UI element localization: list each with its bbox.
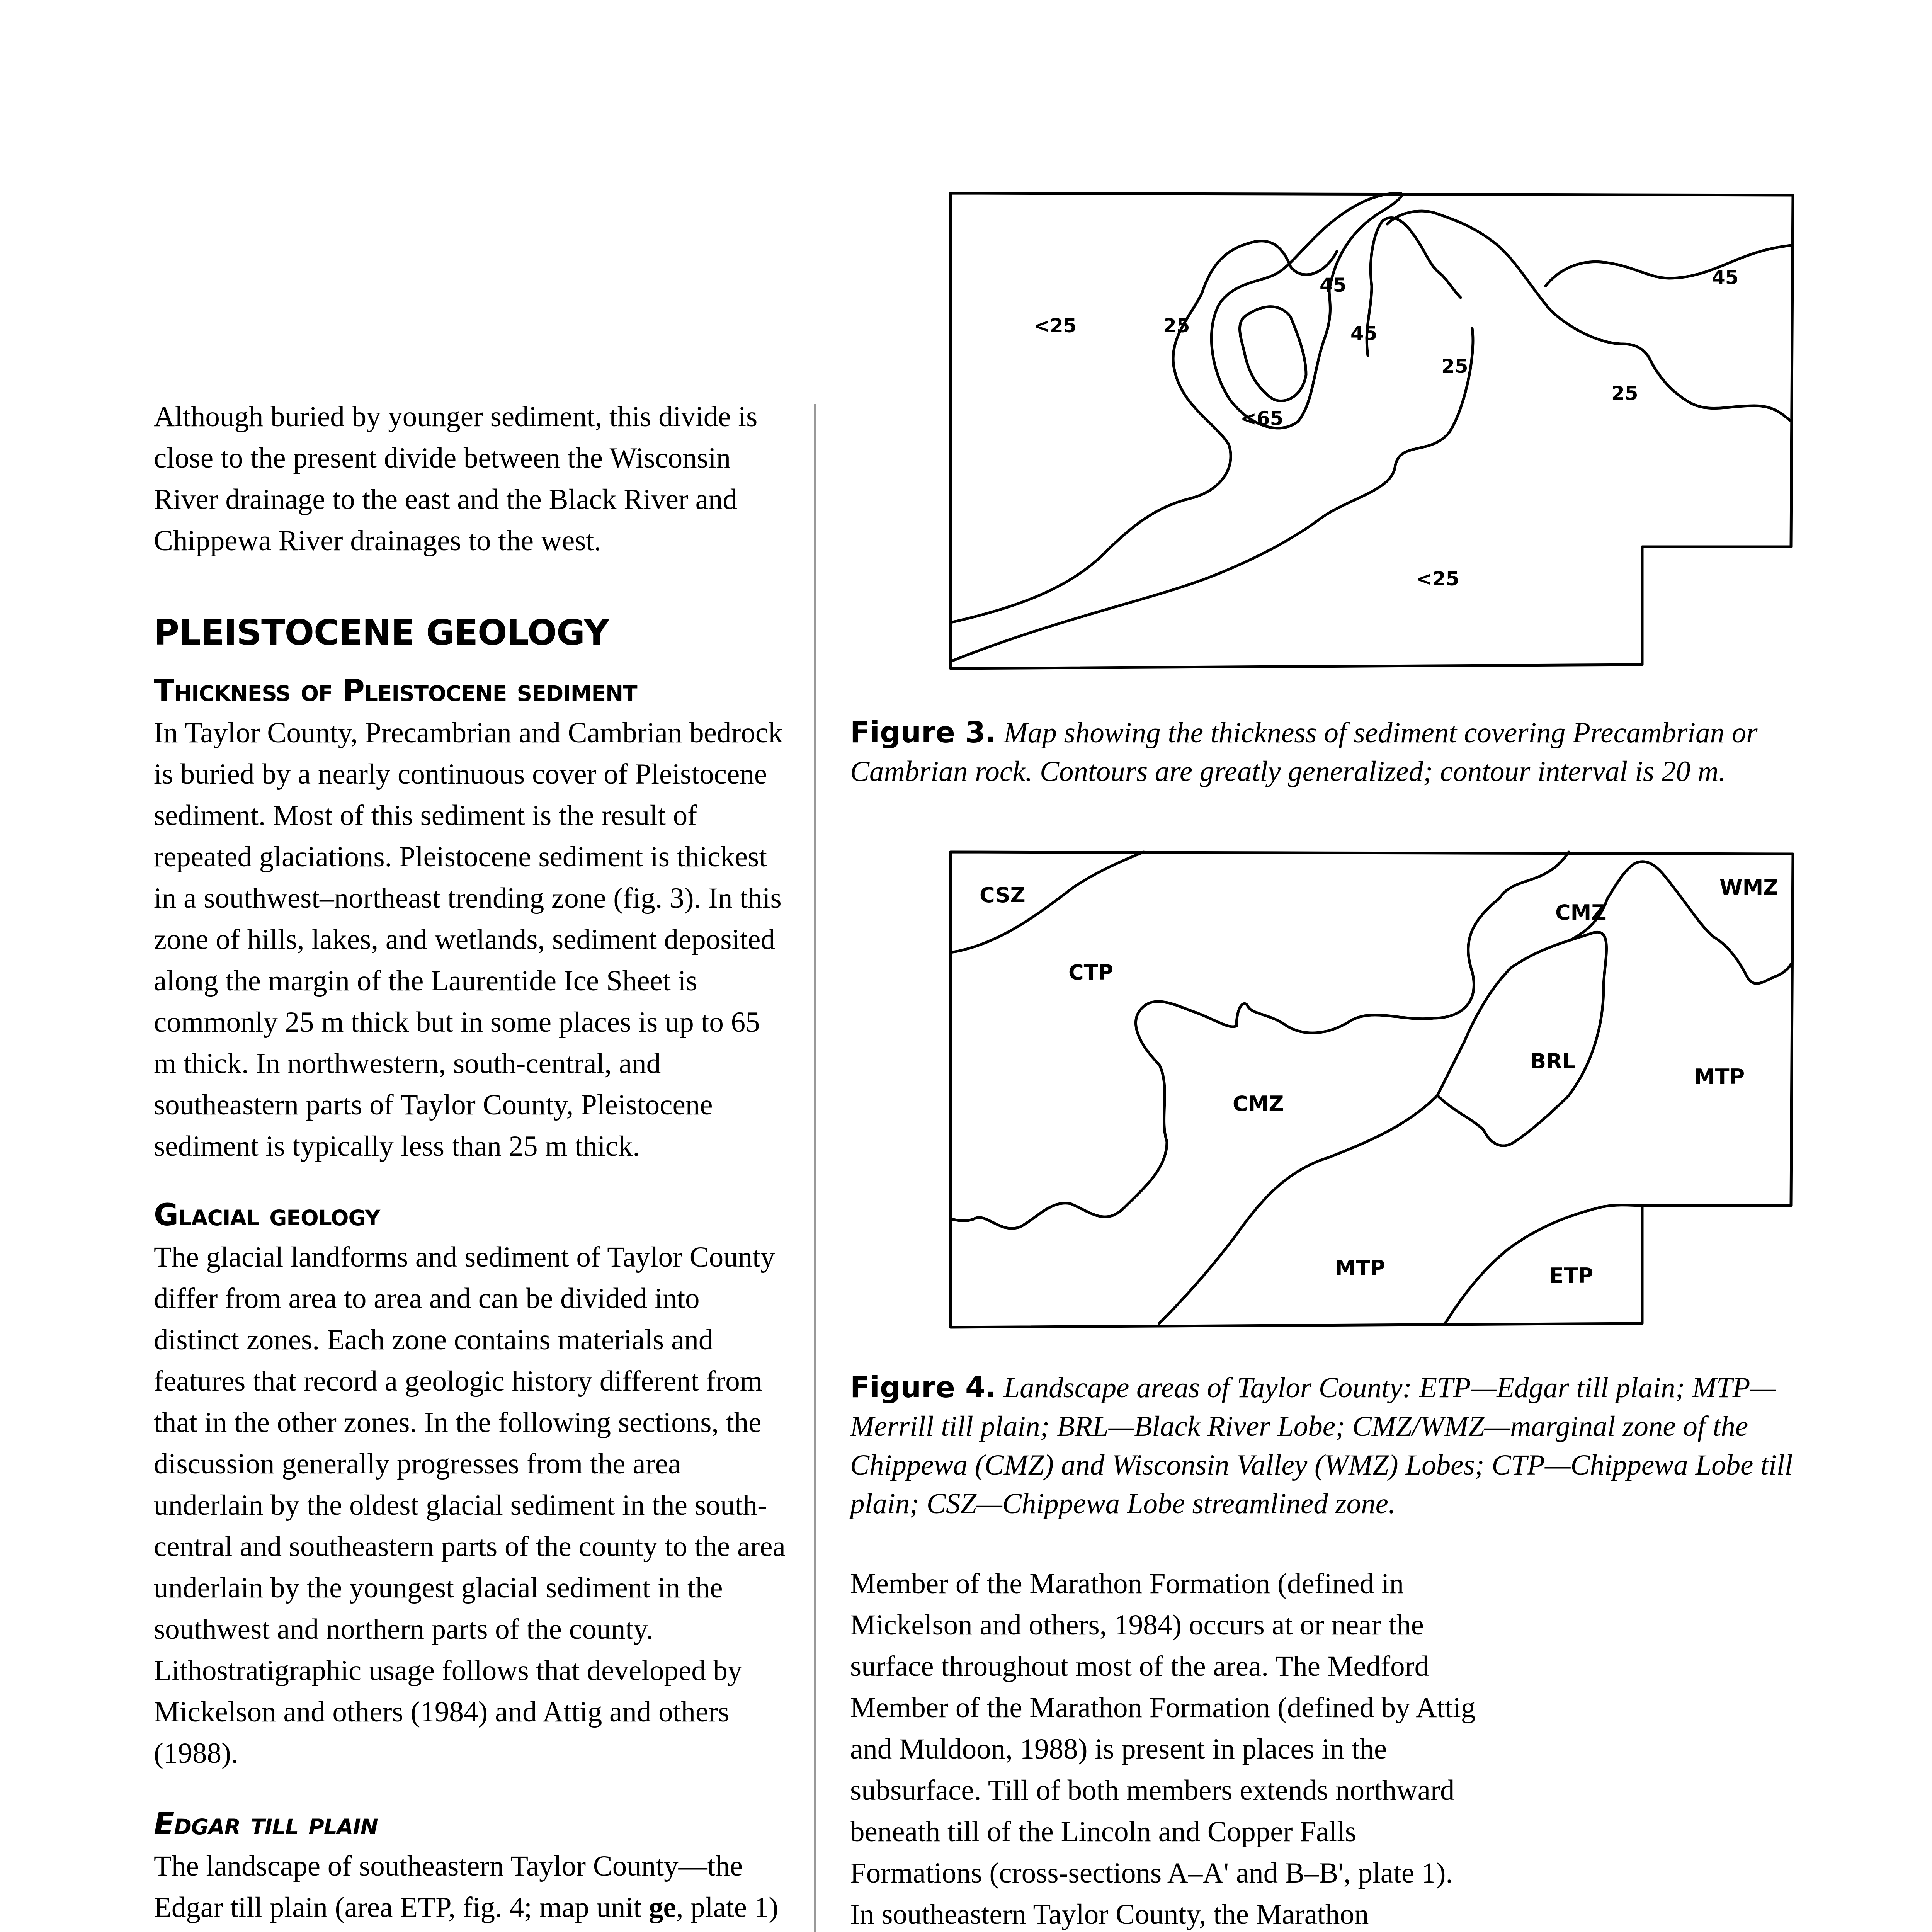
section-heading-pleistocene: PLEISTOCENE GEOLOGY (154, 612, 609, 653)
thickness-paragraph: In Taylor County, Precambrian and Cambrian bedrock is buried by a nearly continuous cover of Pleistocene sediment. Most of this sediment is the result of repeated glaciations. Pleistocene sediment is thickest in a southwest–northeast trending zone (fig. 3). In this zone of hills, lakes, and wetlands, sediment deposited along the margin of the Laurentide Ice Sheet is commonly 25 m thick but in some places is up to 65 m thick. In northwestern, south-central, and southeastern parts of Taylor County, Pleistocene sediment is typically less than 25 m thick. (154, 717, 783, 1162)
contour-45-east (1367, 218, 1461, 355)
right-column (850, 1563, 1484, 1932)
contour-label: 25 (1441, 355, 1468, 378)
region-label: WMZ (1719, 875, 1779, 900)
region-label: MTP (1694, 1065, 1745, 1089)
contour-label: 25 (1163, 315, 1190, 337)
region-label: CMZ (1233, 1092, 1284, 1116)
edgar-text-b: , plate 1) (676, 1891, 779, 1923)
contour-label: 25 (1611, 382, 1638, 405)
figure-3-caption-text: Map showing the thickness of sediment covering Precambrian or Cambrian rock. Contours are greatly generalized; contour interval is 20 m. (850, 717, 1758, 787)
map-unit-ge: ge (648, 1891, 676, 1923)
contour-25-ne (1387, 211, 1791, 421)
figure-4-caption-label: Figure 4. (850, 1370, 997, 1404)
contour-label: 45 (1350, 322, 1378, 345)
region-label: CSZ (980, 883, 1026, 907)
contour-65 (1240, 307, 1306, 401)
boundary-brl (1484, 932, 1607, 1146)
figure-3-caption (850, 713, 1839, 791)
contour-label: <65 (1240, 407, 1284, 430)
contour-label: 45 (1712, 266, 1739, 289)
contour-label: 45 (1320, 274, 1347, 296)
figure-4-caption (850, 1368, 1816, 1523)
figure-4-map (943, 848, 1801, 1335)
glacial-paragraph: The glacial landforms and sediment of Taylor County differ from area to area and can be divided into distinct zones. Each zone contains materials and features that record a geologic history different from that in the other zones. In the following sections, the discussion generally progresses from the area underlain by the oldest glacial sediment in the south-central and southeastern parts of the county to the area underlain by the youngest glacial sediment in the southwest and northern parts of the county. Lithostratigraphic usage follows that developed by Mickelson and others (1984) and Attig and others (1988). (154, 1241, 786, 1769)
boundary-etp (1445, 1205, 1642, 1323)
column-divider (814, 404, 816, 1932)
region-label: CTP (1068, 960, 1114, 985)
subheading-edgar-till-plain: Edgar till plain (154, 1807, 378, 1842)
figure-3-map (943, 189, 1801, 676)
figure-3-caption-label: Figure 3. (850, 715, 997, 749)
left-column (154, 396, 787, 1932)
subheading-thickness: Thickness of Pleistocene sediment (154, 673, 637, 708)
intro-paragraph: Although buried by younger sediment, this divide is close to the present divide between the Wisconsin River drainage to the east and the Black River and Chippewa River drainages to the west. (154, 401, 758, 557)
contour-45-loop (1211, 193, 1402, 428)
contour-25-east (952, 328, 1473, 661)
subheading-glacial-geology: Glacial geology (154, 1198, 380, 1233)
edgar-paragraph (154, 1845, 787, 1932)
edgar-text-a: The landscape of southeastern Taylor County—the Edgar till plain (area ETP, fig. 4; map unit (154, 1850, 743, 1923)
region-label: ETP (1549, 1264, 1594, 1288)
contour-45-ne (1546, 245, 1791, 286)
boundary-mtp (1159, 1095, 1437, 1323)
marathon-paragraph: Member of the Marathon Formation (defined in Mickelson and others, 1984) occurs at or near the surface throughout most of the area. The Medford Member of the Marathon Formation (defined by Attig and Muldoon, 1988) is present in places in the subsurface. Till of both members extends northward beneath till of the Lincoln and Copper Falls Formations (cross-sections A–A' and B–B', plate 1). In southeastern Taylor County, the Marathon (850, 1568, 1476, 1930)
region-label: MTP (1335, 1256, 1386, 1280)
figure-4-caption-text: Landscape areas of Taylor County: ETP—Edgar till plain; MTP—Merrill till plain; BRL—Black River Lobe; CMZ/WMZ—marginal zone of the Chippewa (CMZ) and Wisconsin Valley (WMZ) Lobes; CTP—Chippewa Lobe till plain; CSZ—Chippewa Lobe streamlined zone. (850, 1372, 1793, 1520)
contour-label: <25 (1034, 315, 1077, 337)
region-label: CMZ (1555, 900, 1607, 925)
contour-label: <25 (1416, 568, 1459, 590)
contour-25-west (952, 241, 1337, 622)
region-label: BRL (1530, 1049, 1576, 1073)
